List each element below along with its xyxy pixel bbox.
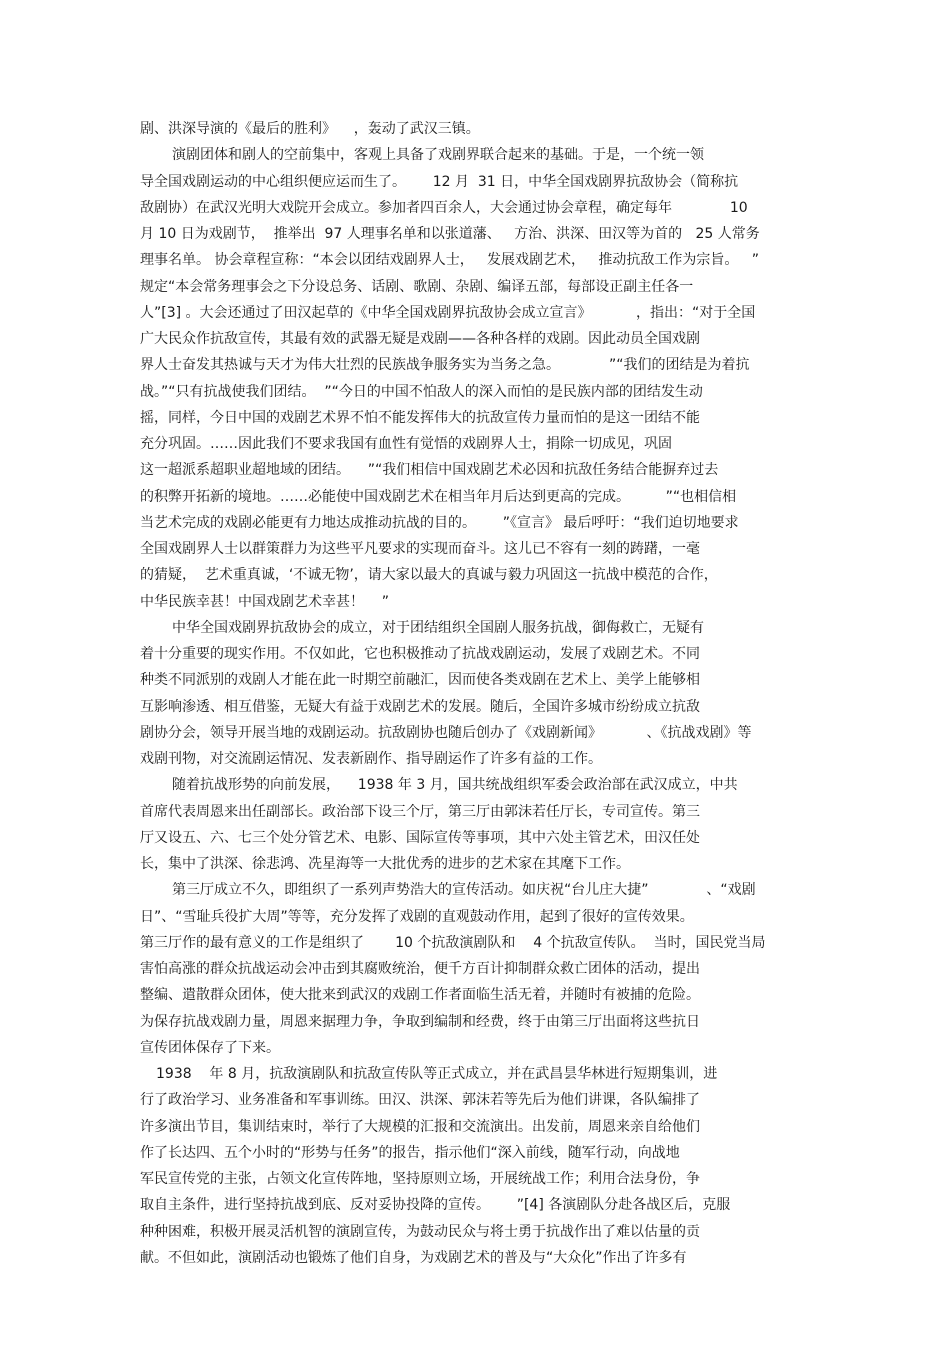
text-line: 种类不同派别的戏剧人才能在此一时期空前融汇，因而使各类戏剧在艺术上、美学上能够相 bbox=[140, 672, 700, 689]
text-line: 厅又设五、六、七三个处分管艺术、电影、国际宣传等事项，其中六处主管艺术，田汉任处 bbox=[140, 829, 700, 846]
text-line: 当艺术完成的戏剧必能更有力地达成推动抗战的目的。 ”《宣言》 最后呼吁：“我们迫切地要求 bbox=[140, 514, 739, 531]
text-line: 种种困难，积极开展灵活机智的演剧宣传，为鼓动民众与将士勇于抗战作出了难以估量的贡 bbox=[140, 1223, 700, 1240]
text-line: 这一超派系超职业超地域的团结。 ”“我们相信中国戏剧艺术必因和抗敌任务结合能摒弃过去 bbox=[140, 462, 719, 479]
text-line: 献。不但如此，演剧活动也锻炼了他们自身，为戏剧艺术的普及与“大众化”作出了许多有 bbox=[140, 1249, 687, 1266]
text-line: 整编、遣散群众团体，使大批来到武汉的戏剧工作者面临生活无着，并随时有被捕的危险。 bbox=[140, 987, 700, 1004]
text-line: 敌剧协）在武汉光明大戏院开会成立。参加者四百余人，大会通过协会章程，确定每年 10 bbox=[140, 199, 748, 216]
text-line: 日”、“雪耻兵役扩大周”等等，充分发挥了戏剧的直观鼓动作用，起到了很好的宣传效果。 bbox=[140, 908, 694, 925]
text-line: 月 10 日为戏剧节， 推举出 97 人理事名单和以张道藩、 方治、洪深、田汉等为首的 25 人常务 bbox=[140, 226, 760, 242]
text-line: 全国戏剧界人士以群策群力为这些平凡要求的实现而奋斗。这儿已不容有一刻的踌躇，一毫 bbox=[140, 541, 700, 557]
text-line: 着十分重要的现实作用。不仅如此，它也积极推动了抗战戏剧运动，发展了戏剧艺术。不同 bbox=[140, 646, 700, 662]
text-line: 戏剧刊物，对交流剧运情况、发表新剧作、指导剧运作了许多有益的工作。 bbox=[140, 751, 602, 767]
text-line: 第三厅作的最有意义的工作是组织了 10 个抗敌演剧队和 4 个抗敌宣传队。 当时，国民党当局 bbox=[140, 934, 766, 951]
text-line: 剧协分会，领导开展当地的戏剧运动。抗敌剧协也随后创办了《戏剧新闻》 、《抗战戏剧》等 bbox=[140, 724, 752, 741]
paragraph-start-line: 1938 年 8 月，抗敌演剧队和抗敌宣传队等正式成立，并在武昌昙华林进行短期集训，进 bbox=[156, 1066, 718, 1082]
text-line: 摇，同样，今日中国的戏剧艺术界不怕不能发挥伟大的抗敌宣传力量而怕的是这一团结不能 bbox=[140, 409, 700, 426]
text-line: 长，集中了洪深、徐悲鸿、冼星海等一大批优秀的进步的艺术家在其麾下工作。 bbox=[140, 856, 630, 872]
text-line: 理事名单。 协会章程宣称：“本会以团结戏剧界人士， 发展戏剧艺术， 推动抗敌工作为宗旨。 ” bbox=[140, 252, 760, 269]
text-line: 规定“本会常务理事会之下分设总务、话剧、歌剧、杂剧、编译五部，每部设正副主任各一 bbox=[140, 278, 694, 295]
text-line: 充分巩固。……因此我们不要求我国有血性有觉悟的戏剧界人士，捐除一切成见，巩固 bbox=[140, 436, 672, 452]
text-line: 剧、洪深导演的《最后的胜利》 ，轰动了武汉三镇。 bbox=[140, 121, 480, 137]
text-line: 中华民族幸甚！中国戏剧艺术幸甚！ ” bbox=[140, 593, 390, 610]
paragraph-start-line: 中华全国戏剧界抗敌协会的成立，对于团结组织全国剧人服务抗战，御侮救亡，无疑有 bbox=[172, 619, 704, 636]
text-line: 为保存抗战戏剧力量，周恩来据理力争，争取到编制和经费，终于由第三厅出面将这些抗日 bbox=[140, 1013, 700, 1030]
text-line: 的积弊开拓新的境地。……必能使中国戏剧艺术在相当年月后达到更高的完成。 ”“也相信相 bbox=[140, 488, 737, 505]
text-line: 的猜疑， 艺术重真诚，‘不诚无物’，请大家以最大的真诚与毅力巩固这一抗战中模范的合作， bbox=[140, 567, 718, 584]
text-line: 互影响渗透、相互借鉴，无疑大有益于戏剧艺术的发展。随后，全国许多城市纷纷成立抗敌 bbox=[140, 698, 700, 715]
text-line: 军民宣传党的主张，占领文化宣传阵地，坚持原则立场，开展统战工作；利用合法身份，争 bbox=[140, 1171, 700, 1187]
paragraph-start-line: 演剧团体和剧人的空前集中，客观上具备了戏剧界联合起来的基础。于是，一个统一领 bbox=[172, 147, 704, 164]
text-line: 取自主条件，进行坚持抗战到底、反对妥协投降的宣传。 ”[4] 各演剧队分赴各战区后，克服 bbox=[140, 1197, 731, 1214]
text-line: 作了长达四、五个小时的“形势与任务”的报告，指示他们“深入前线，随军行动，向战地 bbox=[140, 1144, 680, 1161]
text-line: 战。”“只有抗战使我们团结。 ”“今日的中国不怕敌人的深入而怕的是民族内部的团结发生动 bbox=[140, 383, 703, 400]
text-line: 宣传团体保存了下来。 bbox=[140, 1039, 280, 1056]
text-line: 许多演出节目，集训结束时，举行了大规模的汇报和交流演出。出发前，周恩来亲自给他们 bbox=[140, 1118, 700, 1135]
text-line: 导全国戏剧运动的中心组织便应运而生了。 12 月 31 日，中华全国戏剧界抗敌协会（简称抗 bbox=[140, 173, 739, 190]
text-line: 首席代表周恩来出任副部长。政治部下设三个厅，第三厅由郭沫若任厅长，专司宣传。第三 bbox=[140, 803, 700, 820]
text-line: 行了政治学习、业务准备和军事训练。田汉、洪深、郭沫若等先后为他们讲课，各队编排了 bbox=[140, 1092, 700, 1109]
paragraph-start-line: 随着抗战形势的向前发展， 1938 年 3 月，国共统战组织军委会政治部在武汉成立，中共 bbox=[172, 777, 738, 794]
text-line: 广大民众作抗敌宣传，其最有效的武器无疑是戏剧——各种各样的戏剧。因此动员全国戏剧 bbox=[140, 331, 700, 347]
text-line: 害怕高涨的群众抗战运动会冲击到其腐败统治，便千方百计抑制群众救亡团体的活动，提出 bbox=[140, 961, 700, 977]
paragraph-start-line: 第三厅成立不久，即组织了一系列声势浩大的宣传活动。如庆祝“台儿庄大捷” 、“戏剧 bbox=[172, 882, 756, 899]
text-line: 人”[3] 。大会还通过了田汉起草的《中华全国戏剧界抗敌协会成立宣言》 ，指出：“对于全国 bbox=[140, 304, 756, 321]
text-line: 界人士奋发其热诚与天才为伟大壮烈的民族战争服务实为当务之急。 ”“我们的团结是为着抗 bbox=[140, 357, 750, 374]
body-text bbox=[140, 116, 810, 1271]
